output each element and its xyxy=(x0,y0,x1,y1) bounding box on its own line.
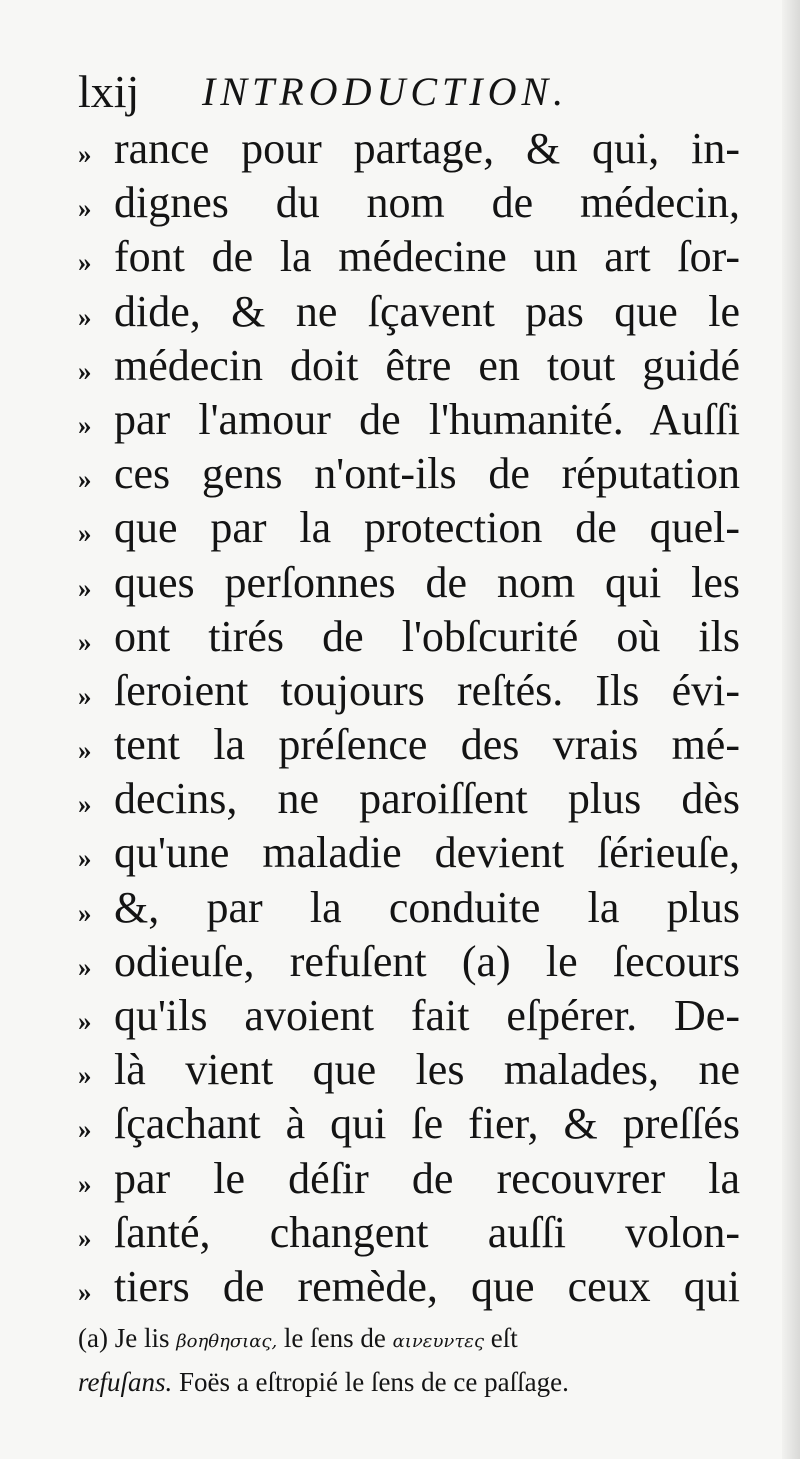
line-text: ces gens n'ont-ils de réputation xyxy=(114,449,740,499)
line-text: odieuſe, refuſent (a) le ſecours xyxy=(114,936,740,986)
line-text: rance pour partage, & qui, in- xyxy=(114,124,740,173)
page-header xyxy=(78,64,758,120)
line-text: ſeroient toujours reſtés. Ils évi- xyxy=(114,665,740,715)
quote-mark: » xyxy=(78,247,92,278)
quote-mark: » xyxy=(78,1276,92,1307)
footnote-greek-word: αινευντες xyxy=(392,1331,485,1352)
text-line xyxy=(78,826,740,880)
line-text: dignes du nom de médecin, xyxy=(114,178,740,228)
text-line xyxy=(78,447,740,501)
text-line xyxy=(78,230,740,284)
text-line xyxy=(78,1260,740,1314)
footnote-italic-word: refuſans. xyxy=(78,1367,173,1397)
line-text: ques perſonnes de nom qui les xyxy=(114,557,740,607)
quote-mark: » xyxy=(78,572,92,603)
quote-mark: » xyxy=(78,897,92,928)
footnote-line-2 xyxy=(78,1362,740,1402)
text-line xyxy=(78,881,740,935)
text-line xyxy=(78,610,740,664)
quote-mark: » xyxy=(78,518,92,549)
body-text xyxy=(78,122,740,1314)
line-text: &, par la conduite la plus xyxy=(114,882,740,932)
line-text: tent la préſence des vrais mé- xyxy=(114,720,740,770)
line-text: ont tirés de l'obſcurité où ils xyxy=(114,611,740,661)
text-line xyxy=(78,122,740,176)
text-line xyxy=(78,664,740,718)
text-line xyxy=(78,1206,740,1260)
text-line xyxy=(78,1152,740,1206)
line-text: decins, ne paroiſſent plus dès xyxy=(114,774,740,824)
line-text: par le déſir de recouvrer la xyxy=(114,1153,740,1203)
text-line xyxy=(78,176,740,230)
quote-mark: » xyxy=(78,1168,92,1199)
line-text: qu'ils avoient fait eſpérer. De- xyxy=(114,991,740,1040)
footnote-text: Foës a eſtropié le ſens de ce paſſage. xyxy=(179,1367,569,1397)
footnote-text: (a) Je lis xyxy=(78,1323,170,1353)
line-text: par l'amour de l'humanité. Auſſi xyxy=(114,394,740,444)
quote-mark: » xyxy=(78,1222,92,1253)
quote-mark: » xyxy=(78,843,92,874)
text-line xyxy=(78,718,740,772)
text-line xyxy=(78,989,740,1043)
quote-mark: » xyxy=(78,680,92,711)
line-text: tiers de remède, que ceux qui xyxy=(114,1261,740,1311)
quote-mark: » xyxy=(78,409,92,440)
quote-mark: » xyxy=(78,464,92,495)
line-text: font de la médecine un art ſor- xyxy=(114,232,740,282)
footnote-text: eſt xyxy=(490,1323,518,1353)
line-text: ſçachant à qui ſe fier, & preſſés xyxy=(114,1099,740,1149)
quote-mark: » xyxy=(78,626,92,657)
quote-mark: » xyxy=(78,789,92,820)
quote-mark: » xyxy=(78,951,92,982)
footnote-line-1 xyxy=(78,1318,740,1362)
quote-mark: » xyxy=(78,1114,92,1145)
text-line xyxy=(78,501,740,555)
text-line xyxy=(78,772,740,826)
line-text: médecin doit être en tout guidé xyxy=(114,340,740,390)
line-text: dide, & ne ſçavent pas que le xyxy=(114,286,740,336)
footnote-greek-word: βοηθησιας, xyxy=(176,1331,278,1352)
footnote xyxy=(78,1318,740,1402)
line-text: que par la protection de quel- xyxy=(114,503,740,553)
text-line xyxy=(78,339,740,393)
line-text: qu'une maladie devient ſérieuſe, xyxy=(114,828,740,878)
quote-mark: » xyxy=(78,301,92,332)
quote-mark: » xyxy=(78,139,92,169)
quote-mark: » xyxy=(78,1006,92,1036)
line-text: là vient que les malades, ne xyxy=(114,1045,740,1095)
text-line xyxy=(78,393,740,447)
text-line xyxy=(78,556,740,610)
quote-mark: » xyxy=(78,193,92,224)
text-line xyxy=(78,935,740,989)
quote-mark: » xyxy=(78,1060,92,1091)
quote-mark: » xyxy=(78,355,92,386)
text-line xyxy=(78,1043,740,1097)
quote-mark: » xyxy=(78,735,92,766)
footnote-text: le ſens de xyxy=(283,1323,386,1353)
page-number: lxij xyxy=(78,66,140,117)
text-line xyxy=(78,285,740,339)
running-head: INTRODUCTION. xyxy=(202,69,569,114)
line-text: ſanté, changent auſſi volon- xyxy=(114,1207,740,1257)
text-line xyxy=(78,1097,740,1151)
